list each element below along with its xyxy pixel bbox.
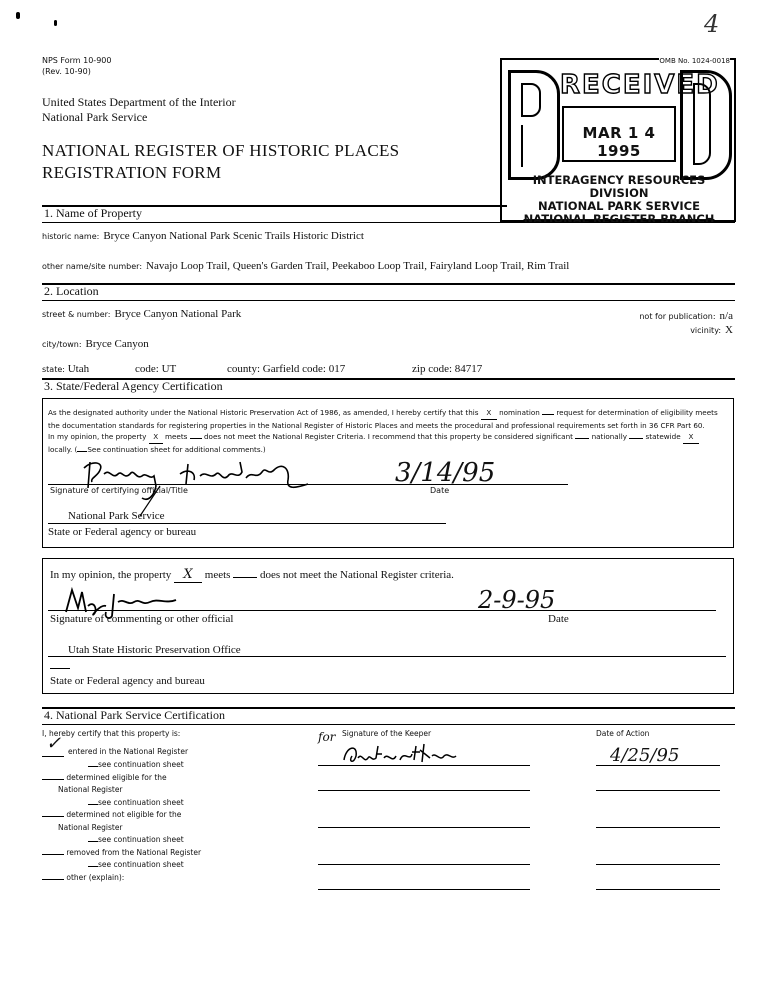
- stamp-date-box: [562, 106, 676, 162]
- stamp-date: MAR 1 4 1995: [582, 124, 656, 160]
- omb-number: OMB No. 1024-0018: [659, 57, 730, 65]
- keeper-signature: [340, 740, 460, 768]
- section3-heading: 3. State/Federal Agency Certification: [44, 379, 223, 393]
- not-for-publication: not for publication: n/a: [639, 310, 733, 322]
- certifying-agency-value: National Park Service: [68, 510, 165, 522]
- street-value: Bryce Canyon National Park: [114, 308, 242, 320]
- action-label: Date of Action: [596, 729, 650, 738]
- keeper-label: Signature of the Keeper: [342, 729, 432, 738]
- keeper-intro: I, hereby certify that this property is:: [42, 729, 181, 738]
- stamp-received-text: RECEIVED: [560, 70, 720, 100]
- other-names-value: Navajo Loop Trail, Queen's Garden Trail, Peekaboo Loop Trail, Fairyland Loop Trail, Rim Trail: [146, 260, 570, 272]
- street-row: street & number: Bryce Canyon National Park: [42, 308, 242, 320]
- certification-text: As the designated authority under the National Historic Preservation Act of 1986, as amended, I hereby certify that this X nomination request for determination of eligibility meets the documentation standards for registering properties in the National Register of Historic Places and meets the procedural and professional requirements set forth in 36 CFR Part 60. In my opinion, the property X meets does not meet the National Register Criteria. I recommend that this property be considered significant nationally statewide X locally. ( See continuation sheet for additional comments.): [48, 408, 718, 454]
- historic-name-value: Bryce Canyon National Park Scenic Trails Historic District: [103, 230, 364, 242]
- page-corner-number: 4: [704, 10, 720, 38]
- certifying-agency-label: State or Federal agency or bureau: [48, 526, 197, 538]
- city-value: Bryce Canyon: [85, 338, 149, 350]
- signature-label: Signature of certifying official/Title: [50, 486, 188, 495]
- commenting-date-label: Date: [548, 613, 569, 625]
- historic-name-row: historic name: Bryce Canyon National Park Scenic Trails Historic District: [42, 230, 364, 242]
- check-mark: ✓: [46, 733, 62, 754]
- page-title: NATIONAL REGISTER OF HISTORIC PLACES REGISTRATION FORM: [42, 141, 400, 182]
- other-names-row: other name/site number: Navajo Loop Trail, Queen's Garden Trail, Peekaboo Loop Trail, Fairyland Loop Trail, Rim Trail: [42, 260, 570, 272]
- agency-header: United States Department of the Interior National Park Service: [42, 95, 236, 124]
- stamp-division: INTERAGENCY RESOURCES DIVISION NATIONAL PARK SERVICE NATIONAL REGISTER BRANCH: [523, 173, 715, 226]
- stamp-big-r: [508, 70, 560, 180]
- commenting-agency-label: State or Federal agency and bureau: [50, 675, 205, 687]
- keeper-checklist: ✓ entered in the National Register see continuation sheet determined eligible for the National Register see continuation sheet determined not eligible for the National Register see continuation sheet removed from the National Register see continuation sheet other (explain):: [42, 746, 312, 884]
- commenting-signature-label: Signature of commenting or other official: [50, 613, 234, 625]
- certifying-date: 3/14/95: [395, 458, 496, 488]
- vicinity: vicinity: X: [690, 324, 733, 336]
- commenting-date: 2-9-95: [478, 586, 556, 614]
- form-id: NPS Form 10-900 (Rev. 10-90): [42, 56, 112, 76]
- action-date: 4/25/95: [610, 745, 680, 766]
- stamp-received-box: [508, 70, 728, 178]
- section2-heading: 2. Location: [44, 284, 99, 298]
- commenting-agency-value: Utah State Historic Preservation Office: [68, 644, 241, 656]
- scan-mark: [16, 12, 20, 19]
- scan-mark: [54, 20, 57, 26]
- date-label: Date: [430, 486, 450, 495]
- section1-heading: 1. Name of Property: [44, 206, 142, 220]
- city-row: city/town: Bryce Canyon: [42, 338, 149, 350]
- entered-item[interactable]: ✓ entered in the National Register: [42, 746, 312, 759]
- eligible-item[interactable]: determined eligible for the: [42, 772, 312, 785]
- received-stamp: [500, 57, 736, 226]
- section4-heading: 4. National Park Service Certification: [44, 708, 225, 722]
- keeper-prefix: for: [318, 730, 336, 744]
- opinion-line: In my opinion, the property X meets does not meet the National Register criteria.: [50, 567, 454, 582]
- other-item[interactable]: other (explain):: [42, 872, 312, 885]
- not-eligible-item[interactable]: determined not eligible for the: [42, 809, 312, 822]
- stamp-big-d: [680, 70, 732, 180]
- removed-item[interactable]: removed from the National Register: [42, 847, 312, 860]
